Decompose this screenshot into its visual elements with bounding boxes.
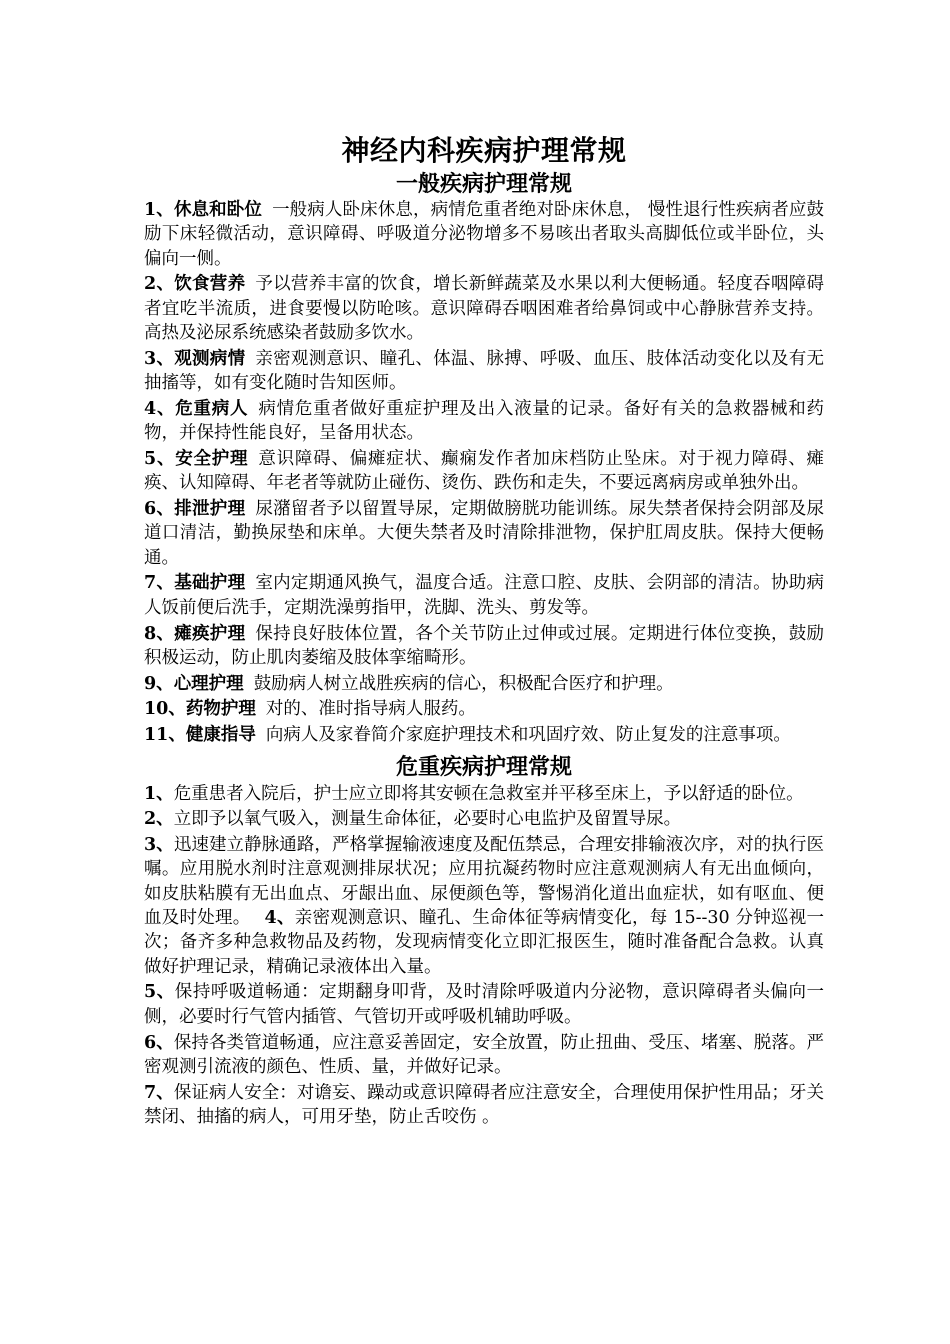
item-heading: 危重病人 [175,398,249,419]
item-heading: 药物护理 [185,699,256,720]
item-number: 2、 [144,274,175,295]
item-number: 3、 [144,835,174,856]
list-item [144,272,824,345]
item-text: 迅速建立静脉通路，严格掌握输液速度及配伍禁忌，合理安排输液次序，对的执行医嘱。应用脱水剂时注意观测排尿状况；应用抗凝药物时应注意观测病人有无出血倾向，如皮肤粘膜有无出血点、牙龈出血、尿便颜色等，警惕消化道出血症状，如有呕血、便血及时处理。 [144,835,824,929]
item-number: 1、 [144,783,174,804]
item-text: 病情危重者做好重症护理及出入液量的记录。备好有关的急救器械和药物，并保持性能良好，呈备用状态。 [144,398,825,444]
item-heading: 瘫痪护理 [174,623,246,644]
general-care-list [144,198,824,748]
item-number: 6、 [144,1032,174,1053]
item-text: 一般病人卧床休息，病情危重者绝对卧床休息， 慢性退行性疾病者应鼓励下床轻微活动，意识障碍、呼吸道分泌物增多不易咳出者取头高脚低位或半卧位，头偏向一侧。 [144,200,824,269]
item-text: 室内定期通风换气，温度合适。注意口腔、皮肤、会阴部的清洁。协助病人饭前便后洗手，定期洗澡剪指甲，洗脚、洗头、剪发等。 [144,573,824,618]
item-number: 8、 [144,623,175,644]
critical-care-list [144,782,824,1130]
item-number: 3、 [144,348,175,369]
item-heading: 观测病情 [174,348,246,369]
item-heading: 基础护理 [174,573,246,594]
section-heading-general: 一般疾病护理常规 [395,171,572,197]
list-item [144,347,824,396]
item-heading: 心理护理 [173,673,244,694]
item-number: 10、 [144,699,186,720]
item-heading: 排泄护理 [174,499,246,520]
list-item [144,497,824,570]
item-text: 亲密观测意识、瞳孔、生命体征等病情变化，每 15--30 分钟巡视一次；备齐多种急救物品及药物，发现病情变化立即汇报医生，随时准备配合急救。认真做好护理记录，精确记录液体出入量。 [144,908,824,977]
item-text: 向病人及家眷简介家庭护理技术和巩固疗效、防止复发的注意事项。 [265,725,791,746]
item-number: 11、 [144,725,186,746]
document-title: 神经内科疾病护理常规 [341,134,627,167]
item-number: 9、 [144,673,174,694]
item-number: 7、 [144,1082,174,1103]
list-item [144,198,824,271]
item-text: 立即予以氧气吸入，测量生命体征，必要时心电监护及留置导尿。 [173,809,682,830]
list-item [144,782,824,806]
item-heading: 安全护理 [175,448,249,469]
list-item [144,622,824,671]
item-number: 1、 [144,200,174,220]
list-item [144,723,824,747]
item-number: 4、 [144,398,176,419]
item-text: 危重患者入院后，护士应立即将其安顿在急救室并平移至床上，予以舒适的卧位。 [173,783,804,804]
item-number: 4、 [264,908,295,929]
item-text: 保证病人安全：对谵妄、躁动或意识障碍者应注意安全，合理使用保护性用品；牙关禁闭、抽搐的病人，可用牙垫，防止舌咬伤 。 [144,1082,824,1127]
item-text: 尿潴留者予以留置导尿，定期做膀胱功能训练。尿失禁者保持会阴部及尿道口清洁，勤换尿垫和床单。大便失禁者及时清除排泄物，保护肛周皮肤。保持大便畅通。 [144,499,824,568]
item-heading: 休息和卧位 [173,200,263,220]
item-number: 2、 [144,809,174,830]
item-number: 6、 [144,499,175,520]
list-item [144,672,824,696]
list-item [144,447,824,496]
item-text: 鼓励病人树立战胜疾病的信心，积极配合医疗和护理。 [253,673,674,694]
item-number: 7、 [144,573,175,594]
list-item [144,697,824,721]
section-heading-critical: 危重疾病护理常规 [395,753,572,780]
item-text: 予以营养丰富的饮食，增长新鲜蔬菜及水果以利大便畅通。轻度吞咽障碍者宜吃半流质，进食要慢以防呛咳。意识障碍吞咽困难者给鼻饲或中心静脉营养支持。高热及泌尿系统感染者鼓励多饮水。 [144,274,824,343]
list-item [144,807,824,831]
item-text: 对的、准时指导病人服药。 [265,699,476,720]
item-heading: 饮食营养 [174,274,246,295]
list-item [144,571,824,620]
item-text: 保持呼吸道畅通：定期翻身叩背，及时清除呼吸道内分泌物，意识障碍者头偏向一侧，必要时行气管内插管、气管切开或呼吸机辅助呼吸。 [144,982,824,1027]
item-text: 意识障碍、偏瘫症状、癫痫发作者加床档防止坠床。对于视力障碍、瘫痪、认知障碍、年老者等就防止碰伤、烫伤、跌伤和走失，不要远离病房或单独外出。 [144,448,825,494]
item-number: 5、 [144,448,176,469]
list-item [144,397,824,446]
item-heading: 健康指导 [185,725,256,746]
item-text: 亲密观测意识、瞳孔、体温、脉搏、呼吸、血压、肢体活动变化以及有无抽搐等，如有变化随时告知医师。 [144,348,824,394]
list-item [144,980,824,1029]
list-item [144,833,824,979]
list-item [144,1081,824,1130]
list-item [144,1031,824,1080]
item-text: 保持良好肢体位置，各个关节防止过伸或过展。定期进行体位变换，鼓励积极运动，防止肌肉萎缩及肢体挛缩畸形。 [144,623,824,668]
item-text: 保持各类管道畅通，应注意妥善固定，安全放置，防止扭曲、受压、堵塞、脱落。严密观测引流液的颜色、性质、量，并做好记录。 [144,1032,824,1077]
item-number: 5、 [144,982,175,1003]
